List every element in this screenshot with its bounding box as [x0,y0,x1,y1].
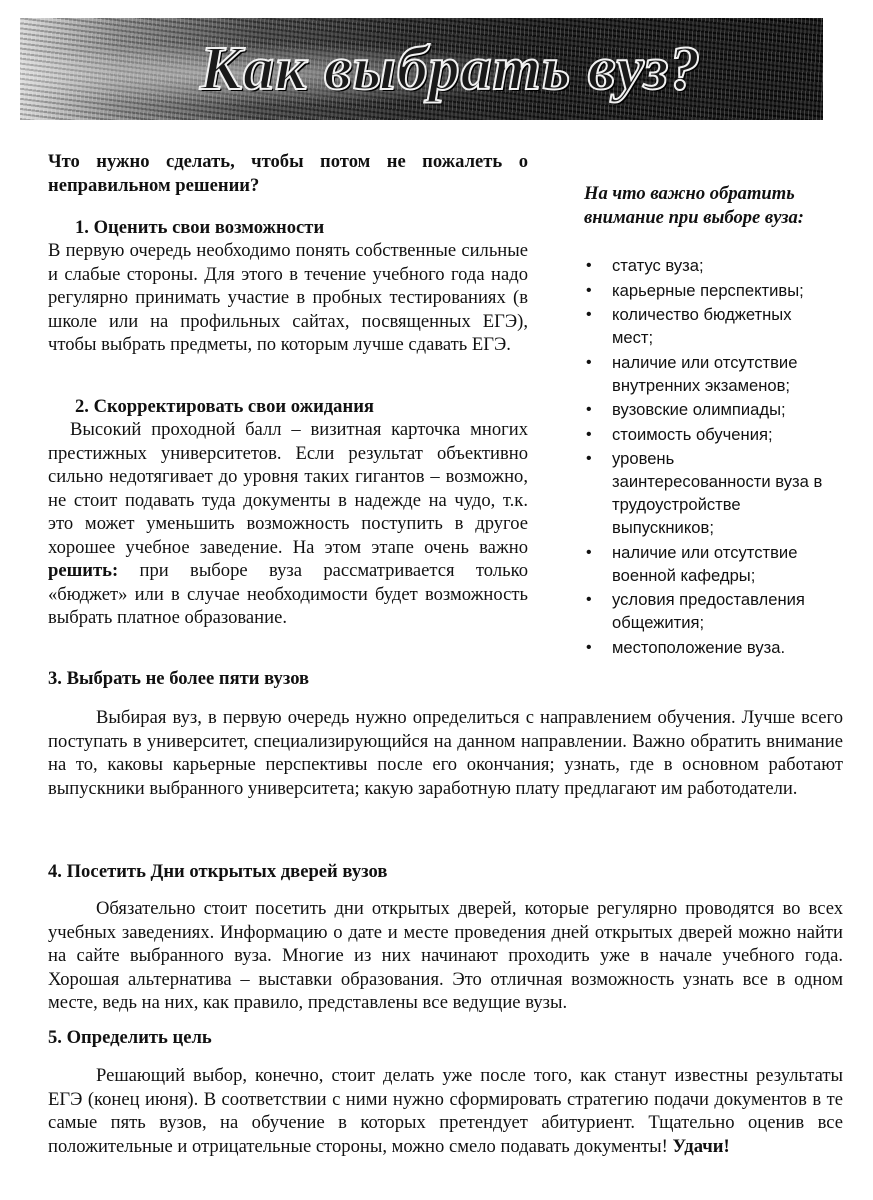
bullet-icon: • [586,591,592,608]
list-item: • наличие или отсутствие военной кафедры; [586,542,798,585]
section-2-text [48,418,528,630]
list-item: • местоположение вуза. [586,637,786,657]
bullet-icon: • [586,425,592,443]
bullet-icon: • [586,353,592,371]
bullet-icon: • [586,257,592,274]
section-3-text: Выбирая вуз, в первую очередь нужно определиться с направлением обучения. Лучше всего поступать в университет, специализирующийся на данном направлении. Важно обратить внимание на то, каковы карьерные перспективы после его окончания; узнать, где в основном работают выпускники выбранного университета; какую заработную плату предлагают им работодатели. [48,707,843,799]
bullet-icon: • [586,638,592,656]
sidebar-title: На что важно обратить внимание при выборе вуза: [584,183,804,228]
bullet-icon: • [586,306,592,323]
bullet-icon: • [586,281,592,299]
section-4-heading: 4. Посетить Дни открытых дверей вузов [48,861,388,882]
list-item: • количество бюджетных мест; [586,305,792,347]
bullet-icon: • [586,450,592,467]
closing-wish: Удачи! [672,1135,730,1157]
section-1-heading: 1. Оценить свои возможности [75,217,325,238]
sidebar-list [584,254,834,660]
section-2-text-a: Высокий проходной балл – визитная карточка многих престижных университетов. Если результат объективно сильно недотягивает до уровня таких гигантов – возможно, не стоит подавать туда документы в надежде на чудо, т.к. это может уменьшить возможность поступить в другое хорошее учебное заведение. На этом этапе очень важно [48,419,528,558]
section-5-body: Решающий выбор, конечно, стоит делать уже после того, как станут известны результаты ЕГЭ (конец июня). В соответствии с ними нужно сформировать стратегию подачи документов в те самые пять вузов, на обучение в которых претендует абитуриент. Тщательно оценив все положительные и отрицательные стороны, можно смело подавать документы! [48,1065,843,1157]
section-4-text: Обязательно стоит посетить дни открытых дверей, которые регулярно проводятся во всех учебных заведениях. Информацию о дате и месте проведения дней открытых дверей можно найти на сайте выбранного вуза. Многие из них начинают проходить уже в начале учебного года. Хорошая альтернатива – выставки образования. Это отличная возможность узнать все в одном месте, ведь на них, как правило, представлены все ведущие вузы. [48,898,843,1013]
list-item: • наличие или отсутствие внутренних экзаменов; [586,352,798,395]
list-item: • условия предоставления общежития; [586,590,805,632]
section-5-heading: 5. Определить цель [48,1027,212,1048]
section-1-text: В первую очередь необходимо понять собственные сильные и слабые стороны. Для этого в течение учебного года надо регулярно принимать участие в пробных тестированиях (в школе или на профильных сайтах, посвященных ЕГЭ), чтобы выбрать предметы, по которым лучше сдавать ЕГЭ. [48,240,528,355]
section-5-text [48,1064,843,1158]
list-item: • стоимость обучения; [586,424,773,444]
bullet-icon: • [586,543,592,561]
list-item: • карьерные перспективы; [586,280,804,300]
section-2-heading: 2. Скорректировать свои ожидания [75,396,374,417]
bullet-icon: • [586,401,592,418]
list-item: • вузовские олимпиады; [586,400,786,419]
title-banner [20,18,823,120]
section-3-heading: 3. Выбрать не более пяти вузов [48,668,310,689]
intro-question: Что нужно сделать, чтобы потом не пожалеть о неправильном решении? [48,151,528,196]
list-item: • статус вуза; [586,256,704,275]
list-item: • уровень заинтересованности вуза в трудоустройстве выпускников; [586,449,823,537]
page-title: Как выбрать вуз? [200,35,702,103]
section-2-bold-word: решить: [48,560,119,581]
section-2-text-b: при выборе вуза рассматривается только «бюджет» или в случае необходимости будет возможность выбрать платное образование. [48,560,528,628]
